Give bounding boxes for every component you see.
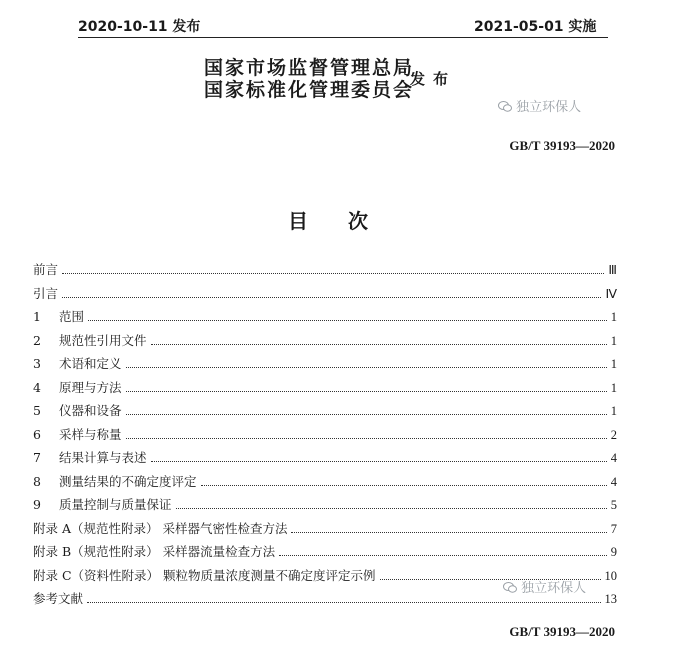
- toc-leader-dots: [201, 485, 607, 486]
- toc-leader-dots: [126, 414, 607, 415]
- toc-entry[interactable]: [33, 472, 617, 496]
- toc-entry-label: 范围: [59, 309, 85, 324]
- toc-entry[interactable]: [33, 260, 617, 284]
- toc-leader-dots: [279, 555, 607, 556]
- standard-number-bottom: GB/T 39193—2020: [509, 624, 615, 639]
- toc-leader-dots: [126, 438, 607, 439]
- toc-leader-dots: [126, 391, 607, 392]
- toc-entry-label: 引言: [33, 285, 59, 301]
- toc-entry-page: 4: [610, 474, 617, 489]
- toc-entry-label: 前言: [33, 262, 59, 277]
- toc-entry-label: 附录 A（规范性附录） 采样器气密性检查方法: [33, 520, 288, 536]
- toc-entry-page: 9: [610, 545, 617, 559]
- toc-leader-dots: [88, 320, 607, 321]
- toc-entry-label: 规范性引用文件: [59, 332, 147, 348]
- toc-entry[interactable]: [33, 378, 617, 402]
- toc-entry[interactable]: [33, 448, 617, 472]
- toc-entry-page: 7: [610, 521, 617, 536]
- toc-entry-label: 采样与称量: [59, 426, 122, 442]
- toc-entry[interactable]: [33, 425, 617, 449]
- toc-entry[interactable]: [33, 519, 617, 543]
- toc-entry-label: 参考文献: [33, 591, 84, 606]
- toc-leader-dots: [151, 461, 607, 462]
- toc-entry[interactable]: [33, 284, 617, 308]
- toc-leader-dots: [151, 344, 607, 345]
- toc-entry-number: 5: [33, 403, 41, 418]
- standard-number-top: GB/T 39193—2020: [509, 138, 615, 153]
- toc-leader-dots: [126, 367, 607, 368]
- watermark-text: 独立环保人: [521, 581, 587, 596]
- toc-entry-page: 1: [610, 333, 617, 348]
- toc-entry[interactable]: [33, 331, 617, 355]
- toc-entry-number: 4: [33, 379, 41, 395]
- header-divider: [78, 37, 608, 38]
- toc-leader-dots: [291, 532, 606, 533]
- toc-entry-label: 附录 B（规范性附录） 采样器流量检查方法: [33, 544, 276, 559]
- toc-entry-page: Ⅲ: [608, 263, 617, 277]
- watermark-top: [498, 96, 581, 115]
- issuer-samr: 国家市场监督管理总局: [204, 57, 415, 79]
- toc-leader-dots: [87, 602, 600, 603]
- toc-entry-page: 1: [610, 310, 617, 324]
- toc-entry-page: 5: [610, 498, 617, 512]
- toc-entry-page: 10: [604, 568, 617, 583]
- toc-entry[interactable]: [33, 542, 617, 566]
- toc-entry-label: 测量结果的不确定度评定: [59, 473, 197, 489]
- effective-date: 2021-05-01 实施: [474, 19, 597, 35]
- toc-entry-label: 附录 C（资料性附录） 颗粒物质量浓度测量不确定度评定示例: [33, 567, 376, 583]
- toc-entry-number: 2: [33, 332, 41, 348]
- wechat-icon: [498, 100, 516, 115]
- issue-date: 2020-10-11 发布: [78, 19, 201, 35]
- toc-entry-page: Ⅳ: [605, 286, 617, 301]
- toc-entry-label: 仪器和设备: [59, 403, 122, 418]
- toc-entry[interactable]: [33, 495, 617, 519]
- toc-entry-page: 1: [610, 357, 617, 371]
- toc-entry-number: 1: [33, 309, 41, 324]
- toc-entry-page: 1: [610, 404, 617, 418]
- toc-entry-label: 原理与方法: [59, 379, 122, 395]
- wechat-icon: [503, 581, 521, 596]
- toc-entry-number: 8: [33, 473, 41, 489]
- toc-entry-page: 2: [610, 427, 617, 442]
- toc-entry-page: 13: [604, 592, 617, 606]
- toc-leader-dots: [62, 297, 601, 298]
- issuer-sac: 国家标准化管理委员会: [204, 79, 415, 101]
- toc-entry-number: 3: [33, 356, 41, 371]
- toc-entry-label: 质量控制与质量保证: [59, 497, 172, 512]
- table-of-contents: [33, 260, 617, 613]
- publish-label: 发布: [410, 70, 457, 88]
- toc-entry-page: 4: [610, 451, 617, 465]
- toc-leader-dots: [176, 508, 607, 509]
- toc-entry-number: 6: [33, 426, 41, 442]
- toc-entry[interactable]: [33, 401, 617, 425]
- toc-title: 目次: [288, 209, 408, 233]
- toc-entry[interactable]: [33, 354, 617, 378]
- toc-entry-page: 1: [610, 380, 617, 395]
- toc-entry-label: 术语和定义: [59, 356, 122, 371]
- issuing-authorities: [204, 57, 414, 101]
- toc-entry-number: 7: [33, 450, 41, 465]
- toc-entry-label: 结果计算与表述: [59, 450, 147, 465]
- toc-entry-number: 9: [33, 497, 41, 512]
- toc-entry[interactable]: [33, 307, 617, 331]
- watermark-bottom: [503, 577, 586, 596]
- toc-leader-dots: [62, 273, 604, 274]
- watermark-text: 独立环保人: [516, 100, 582, 115]
